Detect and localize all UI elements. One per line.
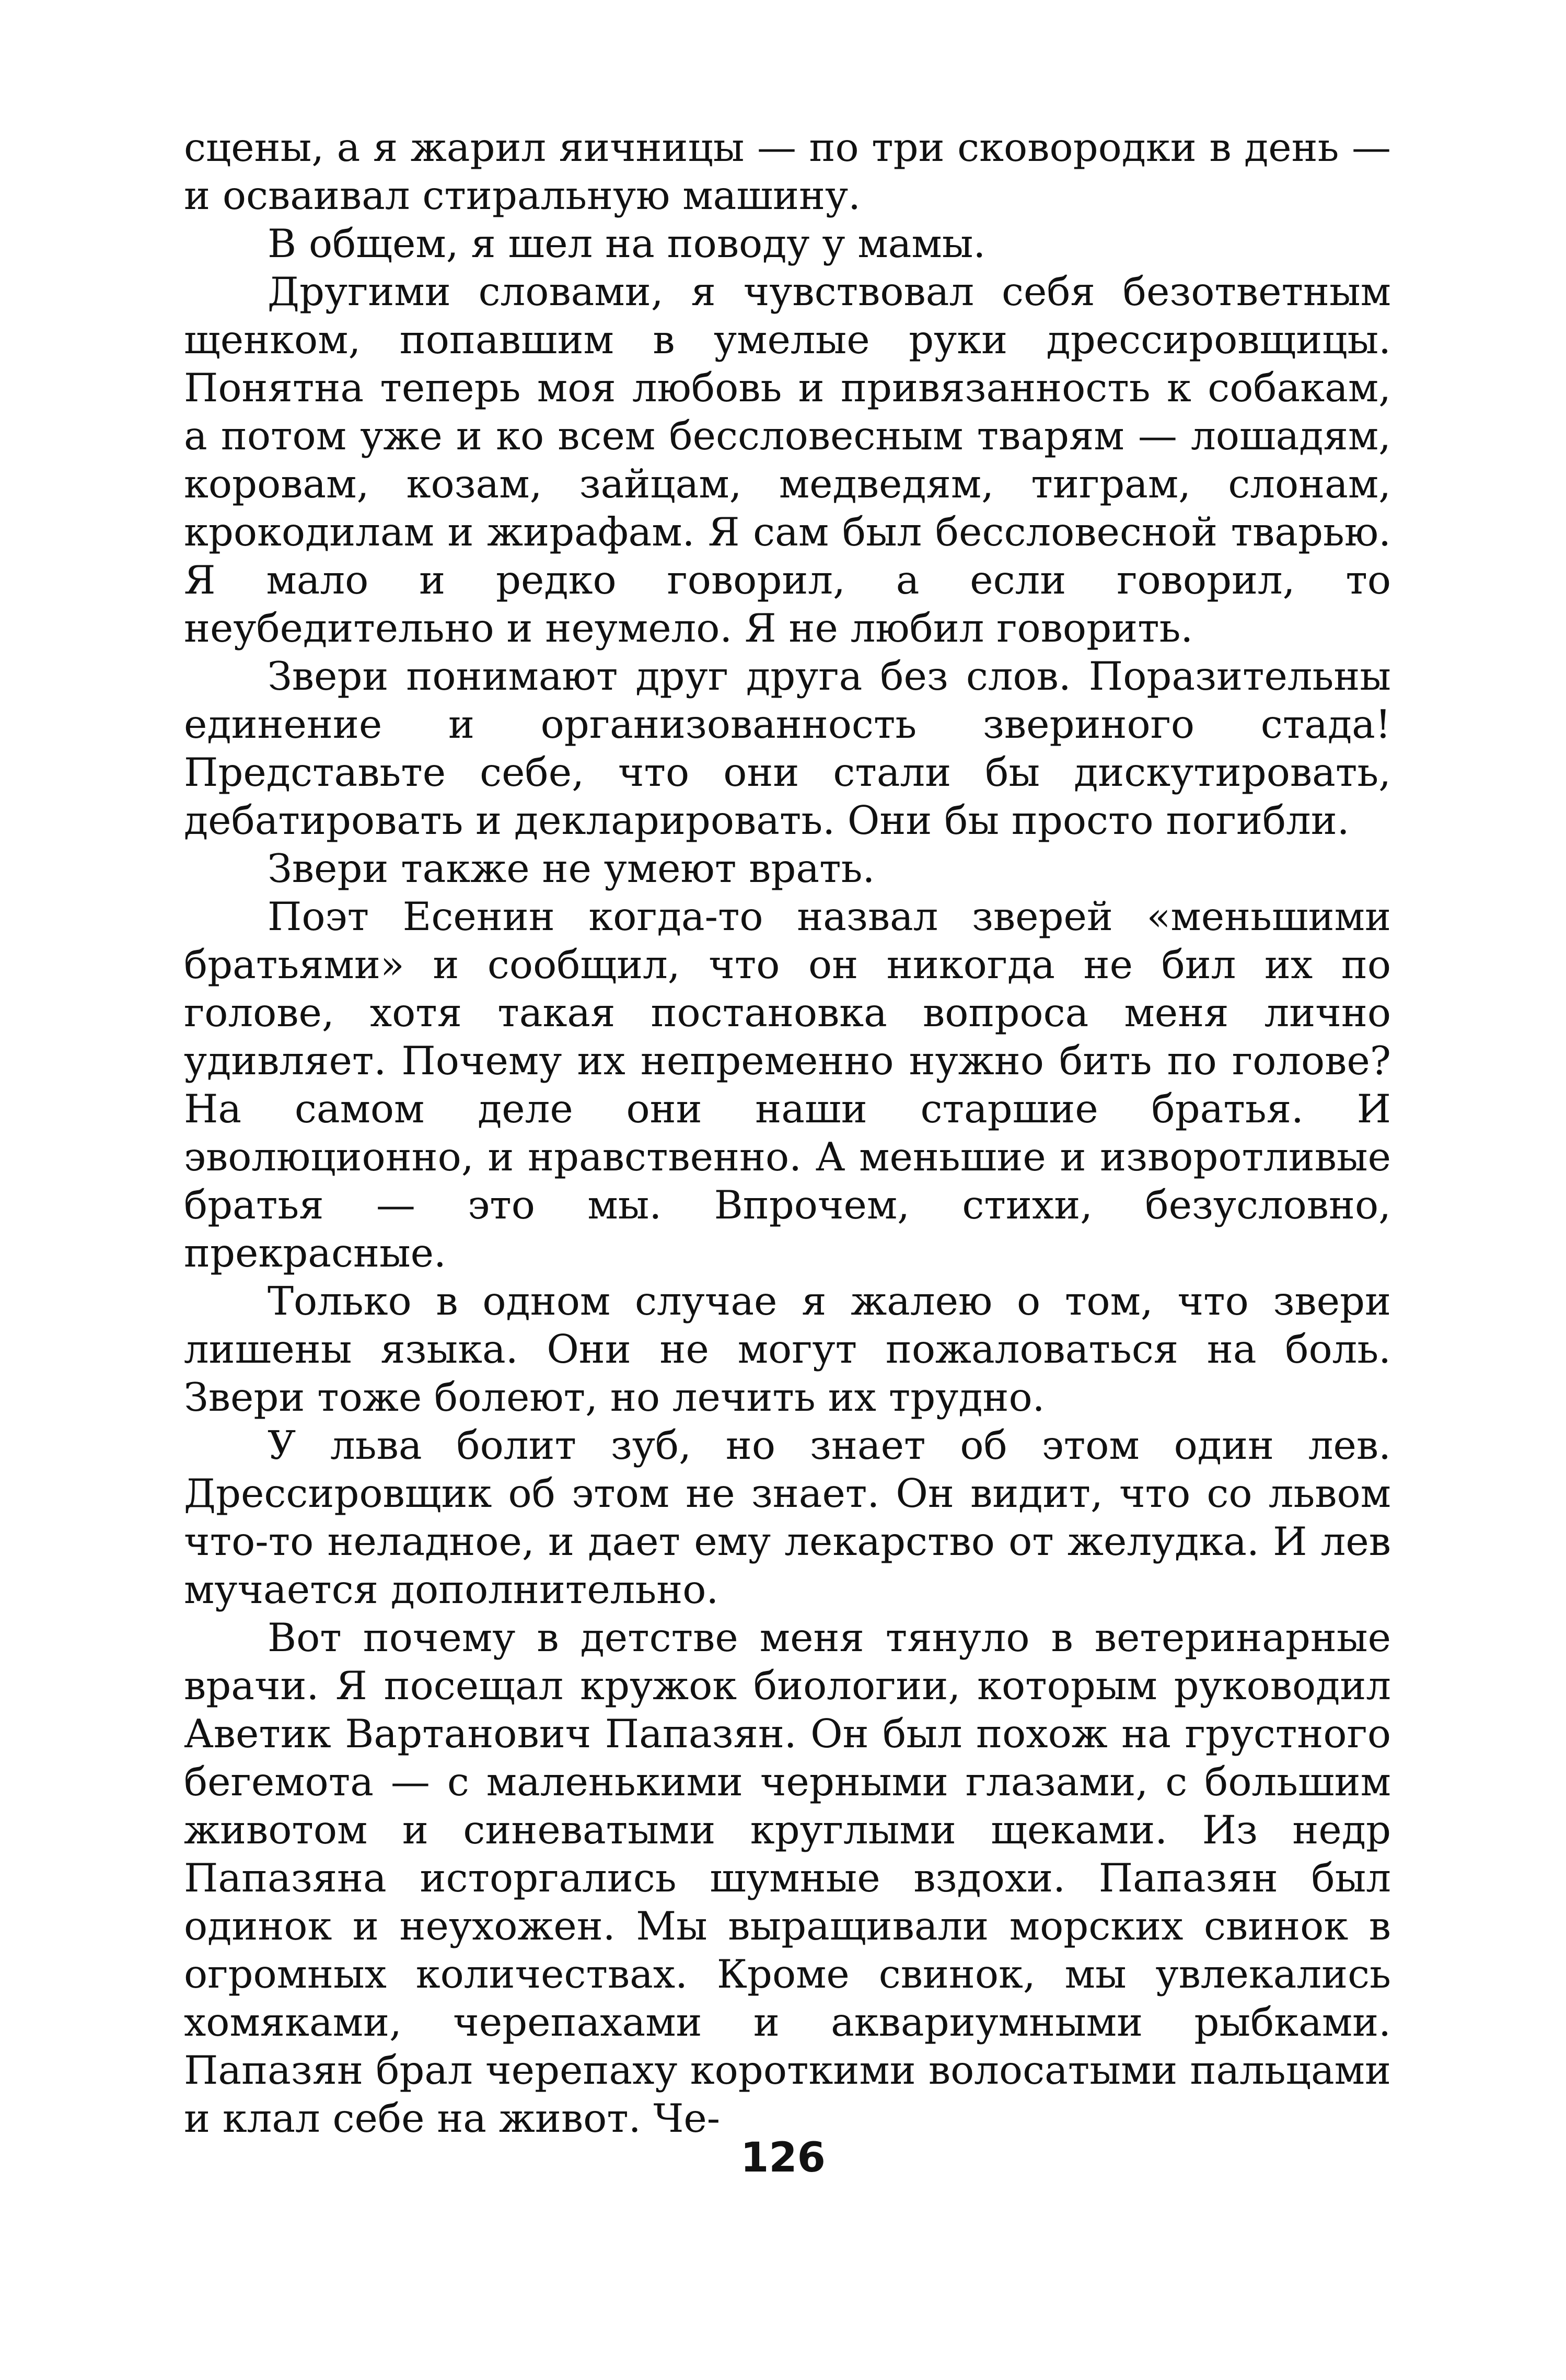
paragraph: сцены, а я жарил яичницы — по три сковородки в день — и осваивал стиральную машину. [184, 124, 1391, 218]
paragraph: Звери также не умеют врать. [268, 845, 875, 891]
page-number: 126 [740, 2134, 826, 2181]
paragraph: Другими словами, я чувствовал себя безответным щенком, попавшим в умелые руки дрессировщицы. Понятна теперь моя любовь и привязанность к собакам, а потом уже и ко всем бессловесным тварям — лошадям, коровам, козам, зайцам, медведям, тиграм, слонам, крокодилам и жирафам. Я сам был бессловесной тварью. Я мало и редко говорил, а если говорил, то неубедительно и неумело. Я не любил говорить. [184, 269, 1391, 651]
paragraph: Звери понимают друг друга без слов. Поразительны единение и организованность звериного стада! Представьте себе, что они стали бы дискутировать, дебатировать и декларировать. Они бы просто погибли. [184, 653, 1391, 843]
paragraph: Только в одном случае я жалею о том, что звери лишены языка. Они не могут пожаловаться на боль. Звери тоже болеют, но лечить их трудно. [184, 1278, 1391, 1420]
body-text [184, 123, 1391, 2142]
paragraph: Вот почему в детстве меня тянуло в ветеринарные врачи. Я посещал кружок биологии, которым руководил Аветик Вартанович Папазян. Он был похож на грустного бегемота — с маленькими черными глазами, с большим животом и синеватыми круглыми щеками. Из недр Папазяна исторгались шумные вздохи. Папазян был одинок и неухожен. Мы выращивали морских свинок в огромных количествах. Кроме свинок, мы увлекались хомяками, черепахами и аквариумными рыбками. Папазян брал черепаху короткими волосатыми пальцами и клал себе на живот. Че- [184, 1615, 1391, 2141]
paragraph: В общем, я шел на поводу у мамы. [268, 220, 986, 266]
paragraph: У льва болит зуб, но знает об этом один лев. Дрессировщик об этом не знает. Он видит, что со львом что-то неладное, и дает ему лекарство от желудка. И лев мучается дополнительно. [184, 1422, 1391, 1612]
paragraph: Поэт Есенин когда-то назвал зверей «меньшими братьями» и сообщил, что он никогда не бил их по голове, хотя такая постановка вопроса меня лично удивляет. Почему их непременно нужно бить по голове? На самом деле они наши старшие братья. И эволюционно, и нравственно. А меньшие и изворотливые братья — это мы. Впрочем, стихи, безусловно, прекрасные. [184, 893, 1391, 1276]
